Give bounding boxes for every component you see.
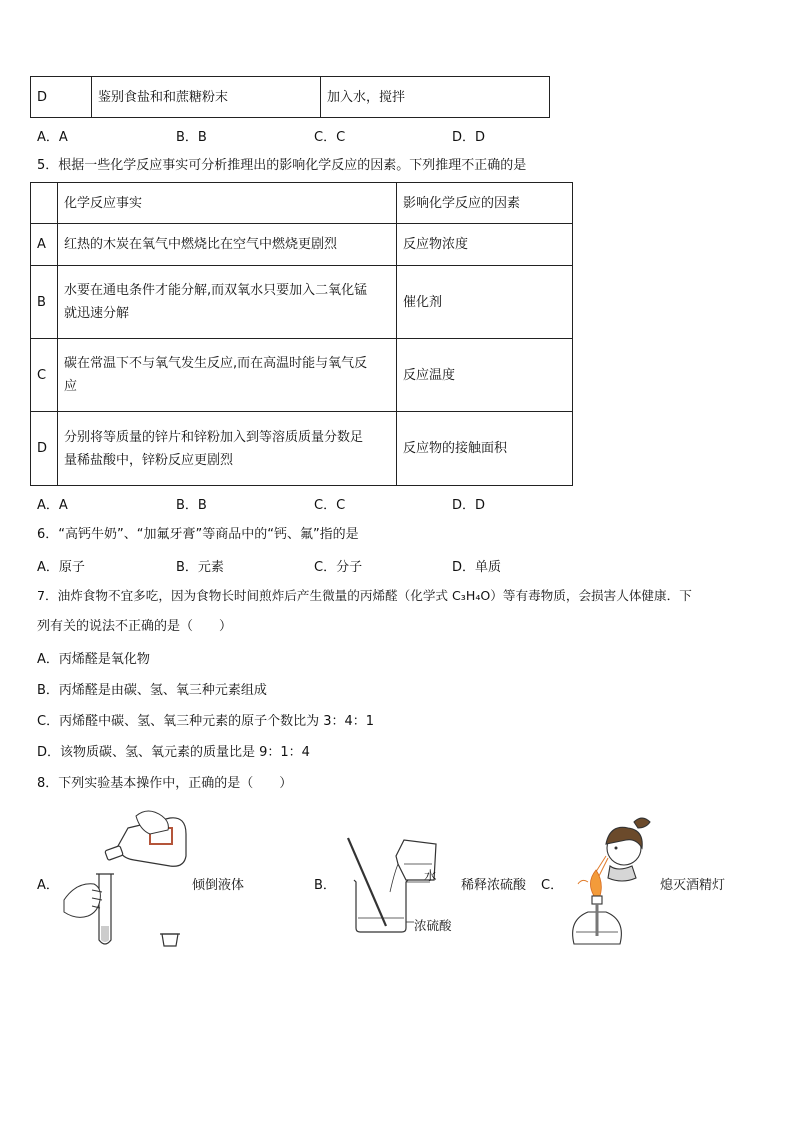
q5-row-letter: C (31, 339, 58, 412)
q5-row-factor: 反应物浓度 (397, 224, 573, 266)
q4-option-d: D．D (452, 130, 486, 145)
top-table (30, 76, 550, 118)
q6-stem: 6．“高钙牛奶”、“加氟牙膏”等商品中的“钙、氟”指的是 (37, 527, 359, 542)
q7-option-d: D．该物质碳、氢、氧元素的质量比是 9：1：4 (37, 745, 310, 760)
table-row (31, 224, 573, 266)
q7-stem-line2: 列有关的说法不正确的是（ ） (37, 619, 233, 634)
q5-row-letter: A (31, 224, 58, 266)
q5-row-fact: 红热的木炭在氧气中燃烧比在空气中燃烧更剧烈 (58, 224, 397, 266)
q5-header-factor: 影响化学反应的因素 (397, 183, 573, 224)
pour-liquid-figure (58, 808, 193, 950)
q5-row-fact: 分别将等质量的锌片和锌粉加入到等溶质质量分数足 量稀盐酸中，锌粉反应更剧烈 (58, 412, 397, 486)
table-row (31, 77, 550, 118)
table-row (31, 412, 573, 486)
q4-option-a: A．A (37, 130, 68, 145)
q4-option-c: C．C (314, 130, 346, 145)
q7-option-b: B．丙烯醛是由碳、氢、氧三种元素组成 (37, 683, 267, 698)
figure-b-water-label: 水 (424, 868, 437, 883)
q6-option-a: A．原子 (37, 560, 85, 575)
q5-row-fact: 水要在通电条件才能分解,而双氧水只要加入二氧化锰 就迅速分解 (58, 266, 397, 339)
table-row (31, 339, 573, 412)
q4-option-b: B．B (176, 130, 207, 145)
q5-option-c: C．C (314, 498, 346, 513)
q7-stem-line1: 7．油炸食物不宜多吃，因为食物长时间煎炸后产生微量的丙烯醛（化学式 C₃H₄O）等有毒物质，会损害人体健康．下 (37, 588, 692, 603)
figure-a-letter: A． (37, 878, 59, 893)
q5-option-a: A．A (37, 498, 68, 513)
table-row (31, 183, 573, 224)
q7-option-a: A．丙烯醛是氧化物 (37, 652, 150, 667)
q6-option-c: C．分子 (314, 560, 363, 575)
figure-b-caption: 稀释浓硫酸 (461, 878, 527, 893)
extinguish-lamp-figure (564, 812, 662, 952)
figure-c-letter: C． (541, 878, 564, 893)
figure-a-caption: 倾倒液体 (192, 878, 245, 893)
q5-header-fact: 化学反应事实 (58, 183, 397, 224)
figure-c-caption: 熄灭酒精灯 (660, 878, 726, 893)
q5-stem: 5．根据一些化学反应事实可分析推理出的影响化学反应的因素。下列推理不正确的是 (37, 158, 527, 173)
q7-option-c: C．丙烯醛中碳、氢、氧三种元素的原子个数比为 3：4：1 (37, 714, 375, 729)
q5-row-letter: B (31, 266, 58, 339)
q5-table (30, 182, 573, 486)
figure-b-letter: B． (314, 878, 336, 893)
q5-row-fact: 碳在常温下不与氧气发生反应,而在高温时能与氧气反 应 (58, 339, 397, 412)
q5-option-d: D．D (452, 498, 486, 513)
q6-option-b: B．元素 (176, 560, 224, 575)
q6-option-d: D．单质 (452, 560, 502, 575)
q5-row-factor: 反应温度 (397, 339, 573, 412)
q5-option-b: B．B (176, 498, 207, 513)
q5-row-letter: D (31, 412, 58, 486)
row-item: 鉴别食盐和和蔗糖粉末 (92, 77, 321, 118)
row-letter: D (31, 77, 92, 118)
q8-stem: 8．下列实验基本操作中，正确的是（ ） (37, 776, 293, 791)
q5-row-factor: 催化剂 (397, 266, 573, 339)
figure-b-acid-label: 浓硫酸 (414, 918, 452, 933)
q5-row-factor: 反应物的接触面积 (397, 412, 573, 486)
row-method: 加入水，搅拌 (321, 77, 550, 118)
table-row (31, 266, 573, 339)
